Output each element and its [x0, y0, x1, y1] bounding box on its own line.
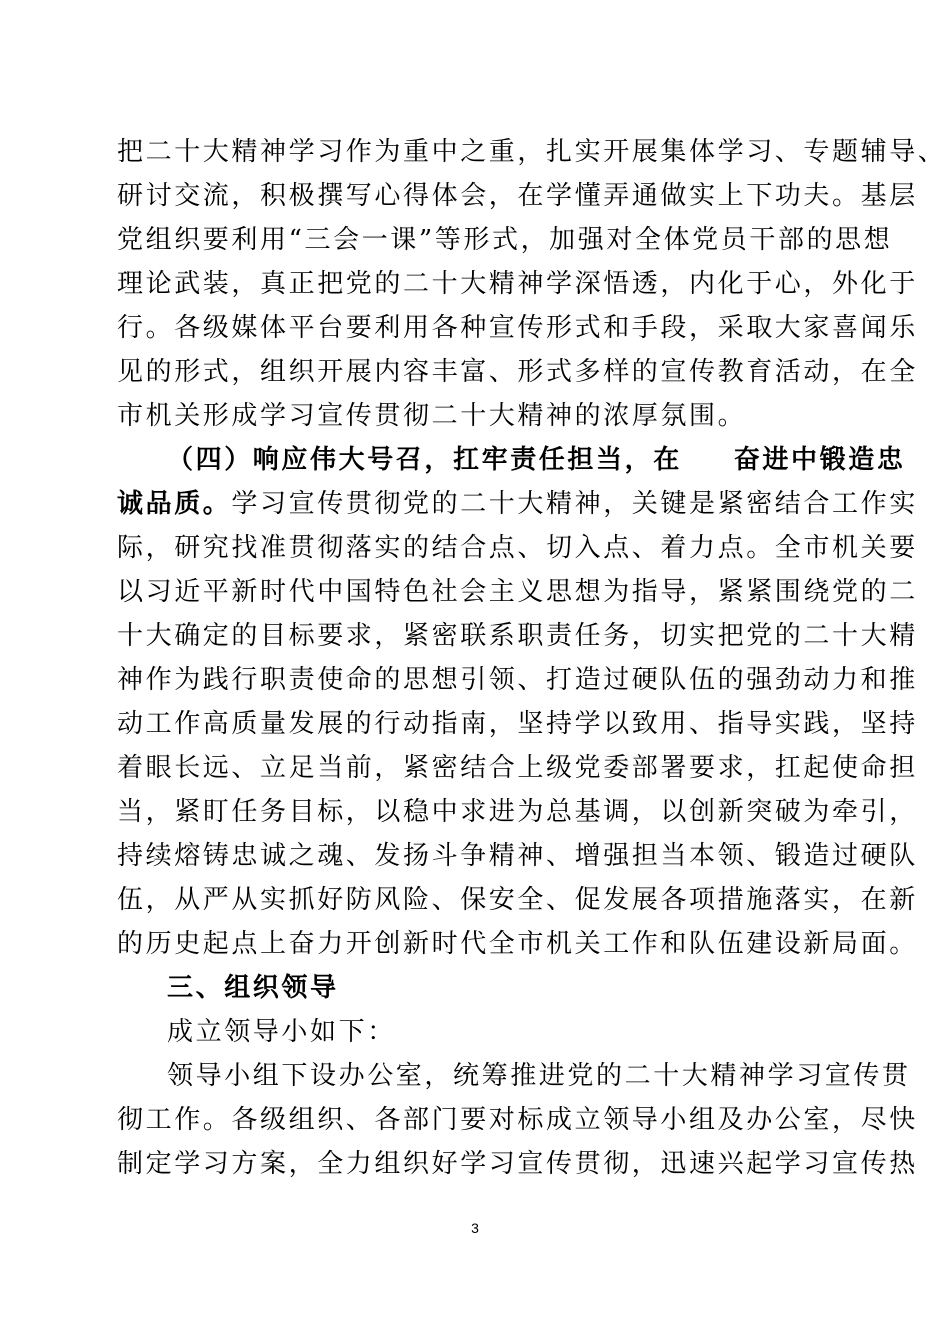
- body-text-line: 把二十大精神学习作为重中之重，扎实开展集体学习、专题辅导、: [117, 137, 947, 167]
- body-text-line: [117, 483, 918, 525]
- body-text-line: 际，研究找准贯彻落实的结合点、切入点、着力点。全市机关要: [117, 533, 918, 563]
- body-text-line: 以习近平新时代中国特色社会主义思想为指导，紧紧围绕党的二: [117, 577, 918, 607]
- body-text-line: 领导小组下设办公室，统筹推进党的二十大精神学习宣传贯: [167, 1061, 911, 1091]
- body-text-line: 行。各级媒体平台要利用各种宣传形式和手段，采取大家喜闻乐: [117, 313, 918, 343]
- body-text-line: 动工作高质量发展的行动指南，坚持学以致用、指导实践，坚持: [117, 709, 918, 739]
- body-text-line: 伍，从严从实抓好防风险、保安全、促发展各项措施落实，在新: [117, 885, 918, 915]
- section-heading: 三、组织领导: [167, 973, 339, 1003]
- body-text-line: 彻工作。各级组织、各部门要对标成立领导小组及办公室，尽快: [117, 1105, 918, 1135]
- body-text-line: 当，紧盯任务目标，以稳中求进为总基调，以创新突破为牵引，: [117, 797, 918, 827]
- section-heading-tail: 诚品质。: [117, 489, 232, 519]
- body-text-span: 学习宣传贯彻党的二十大精神，关键是紧密结合工作实: [231, 489, 918, 519]
- body-text-line: 党组织要利用“三会一课”等形式，加强对全体党员干部的思想: [117, 225, 893, 255]
- page-number: 3: [471, 1220, 479, 1236]
- body-text-line: 成立领导小如下：: [167, 1017, 396, 1047]
- body-text-line: 的历史起点上奋力开创新时代全市机关工作和队伍建设新局面。: [117, 929, 918, 959]
- body-text-line: 神作为践行职责使命的思想引领、打造过硬队伍的强劲动力和推: [117, 665, 918, 695]
- section-heading-part: 奋进中锻造忠: [733, 445, 906, 475]
- section-heading: [167, 439, 906, 481]
- body-text-line: 研讨交流，积极撰写心得体会，在学懂弄通做实上下功夫。基层: [117, 181, 918, 211]
- section-heading-part: （四）响应伟大号召，扛牢责任担当，在: [167, 445, 682, 475]
- body-text-line: 持续熔铸忠诚之魂、发扬斗争精神、增强担当本领、锻造过硬队: [117, 841, 918, 871]
- body-text-line: 见的形式，组织开展内容丰富、形式多样的宣传教育活动，在全: [117, 357, 918, 387]
- body-text-line: 着眼长远、立足当前，紧密结合上级党委部署要求，扛起使命担: [117, 753, 918, 783]
- body-text-line: 市机关形成学习宣传贯彻二十大精神的浓厚氛围。: [117, 401, 747, 431]
- body-text-line: 十大确定的目标要求，紧密联系职责任务，切实把党的二十大精: [117, 621, 918, 651]
- body-text-line: 制定学习方案，全力组织好学习宣传贯彻，迅速兴起学习宣传热: [117, 1149, 918, 1179]
- body-text-line: 理论武装，真正把党的二十大精神学深悟透，内化于心，外化于: [117, 269, 918, 299]
